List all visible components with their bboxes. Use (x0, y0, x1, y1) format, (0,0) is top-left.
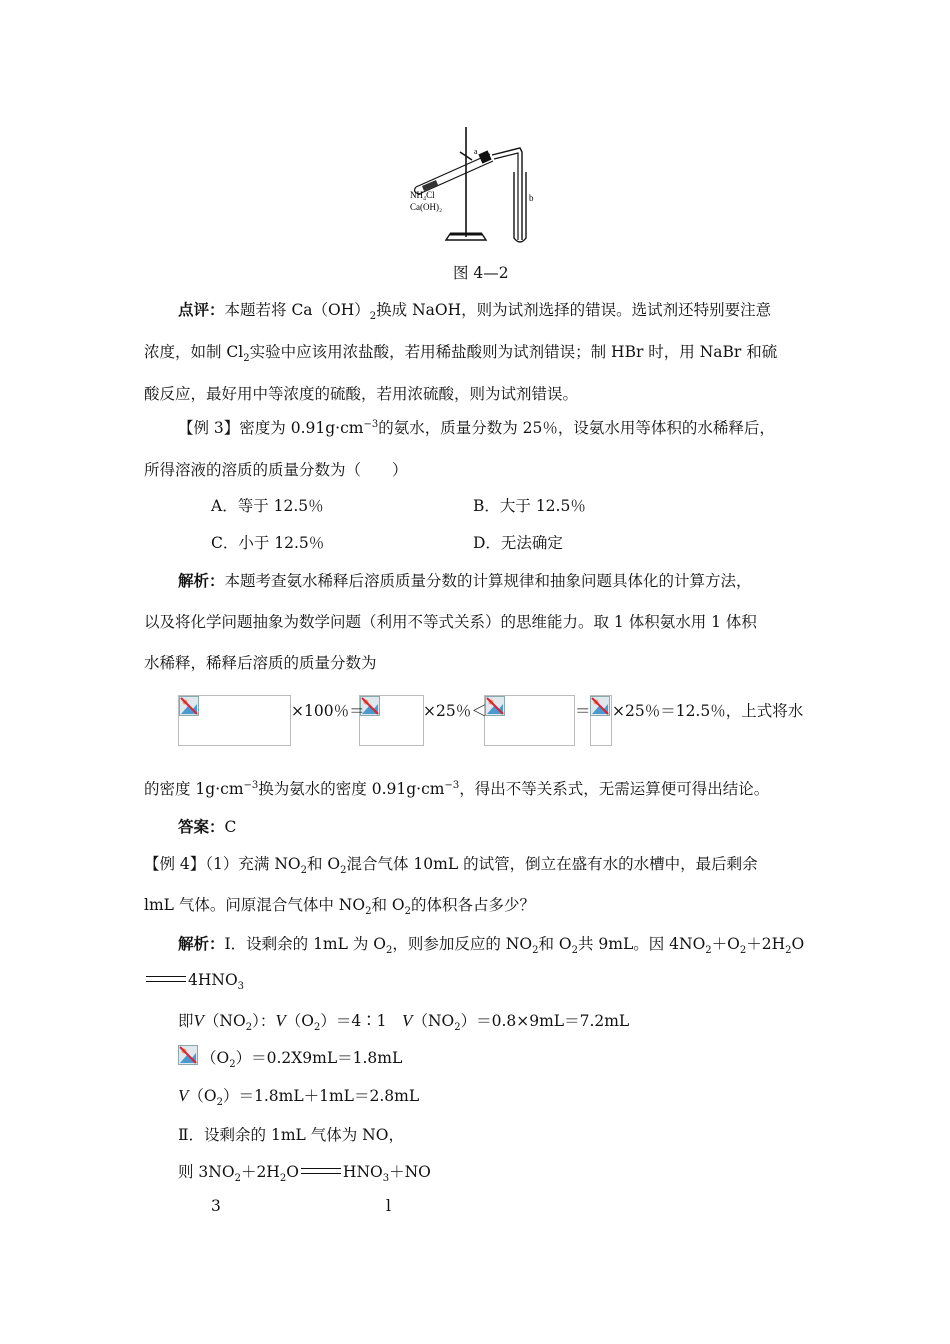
ex4-equation-product: $4HNO_3$ (144, 971, 244, 989)
option-d: D．无法确定 (473, 534, 563, 552)
formula-text-4: ×25％＝12.5％，上式将水 (612, 702, 804, 720)
ex3-line-2: 所得溶液的溶质的质量分数为（ ） (144, 461, 408, 479)
figure-caption: 图 4—2 (453, 264, 509, 282)
ex3-analysis-3: 水稀释，稀释后溶质的质量分数为 (144, 654, 377, 672)
label-caoh2: Ca(OH)₂ (410, 202, 443, 212)
label-nh4cl: NH₄Cl (410, 190, 435, 200)
ex4-line-2: lmL 气体。问原混合气体中 $NO_2$和 $O_2$的体积各占多少？ (144, 896, 535, 918)
coefficient-1: l (386, 1197, 391, 1215)
broken-image-icon (590, 696, 610, 716)
ex4-o2-line-1: $(O_2)=0.2X9mL=1.8mL$ (201, 1049, 403, 1071)
ex3-analysis-1: 解析：本题考查氨水稀释后溶质质量分数的计算规律和抽象问题具体化的计算方法， (178, 571, 752, 590)
coefficient-3: 3 (211, 1197, 221, 1215)
ex3-line-1: 【例 3】密度为 $0.91g\cdot cm^{-3}$的氨水，质量分数为 25％，设氨水用等体积的水稀释后， (178, 418, 775, 437)
ex3-analysis-2: 以及将化学问题抽象为数学问题（利用不等式关系）的思维能力。取 1 体积氨水用 1 体积 (144, 613, 757, 631)
review-head: 点评： (178, 300, 225, 319)
label-b: b (529, 193, 534, 203)
ex3-answer: 答案：C (178, 817, 237, 836)
formula-text-2: ×25％＜ (423, 702, 487, 720)
option-a: A．等于 12.5％ (211, 497, 324, 515)
review-line-3: 酸反应，最好用中等浓度的硫酸，若用浓硫酸，则为试剂错误。 (144, 385, 579, 403)
review-line-1: 点评：本题若将 $Ca(OH)_2$换成 NaOH，则为试剂选择的错误。选试剂还特别要注意 (178, 300, 772, 323)
broken-image-icon (178, 1045, 198, 1065)
ex4-line-1: 【例 4】（1）充满 $NO_2$和 $O_2$混合气体 10mL 的试管，倒立在盛有水的水槽中，最后剩余 (144, 855, 758, 877)
broken-image-icon (485, 696, 505, 716)
equals-sign-double (146, 976, 186, 982)
formula-text-3: ＝ (575, 702, 591, 720)
ex4-case-2: Ⅱ．设剩余的 1mL 气体为 NO， (178, 1126, 404, 1144)
formula-text-1: ×100％＝ (291, 702, 365, 720)
ex4-equation-2: 则 $3NO_2+2H_2O$ $HNO_3+NO$ (178, 1163, 431, 1185)
broken-image-icon (179, 696, 199, 716)
ex4-o2-line-2: $V(O_2)=1.8mL+1mL=2.8mL$ (178, 1086, 420, 1109)
apparatus-figure (410, 122, 540, 252)
ex4-analysis-1: 解析：I．设剩余的 1mL 为 $O_2$，则参加反应的 $NO_2$和 $O_2$共 9mL。因 $4NO_2+O_2+2H_2O$ (178, 934, 805, 957)
option-c: C．小于 12.5％ (211, 534, 325, 552)
ex3-after-formula: 的密度 $1g\cdot cm^{-3}$换为氨水的密度 $0.91g\cdot cm^{-3}$，得出不等关系式，无需运算便可得出结论。 (144, 779, 770, 798)
option-b: B．大于 12.5％ (473, 497, 586, 515)
label-a: a (474, 147, 478, 156)
review-line-2: 浓度，如制 $Cl_2$实验中应该用浓盐酸，若用稀盐酸则为试剂错误；制 HBr 时，用 NaBr 和硫 (144, 343, 778, 365)
ex4-ratio-line: 即$V(NO_2)$：$V(O_2)=4∶1$ $V(NO_2)=0.8\times 9mL=7.2mL$ (178, 1011, 630, 1034)
equals-sign-double (301, 1168, 341, 1174)
